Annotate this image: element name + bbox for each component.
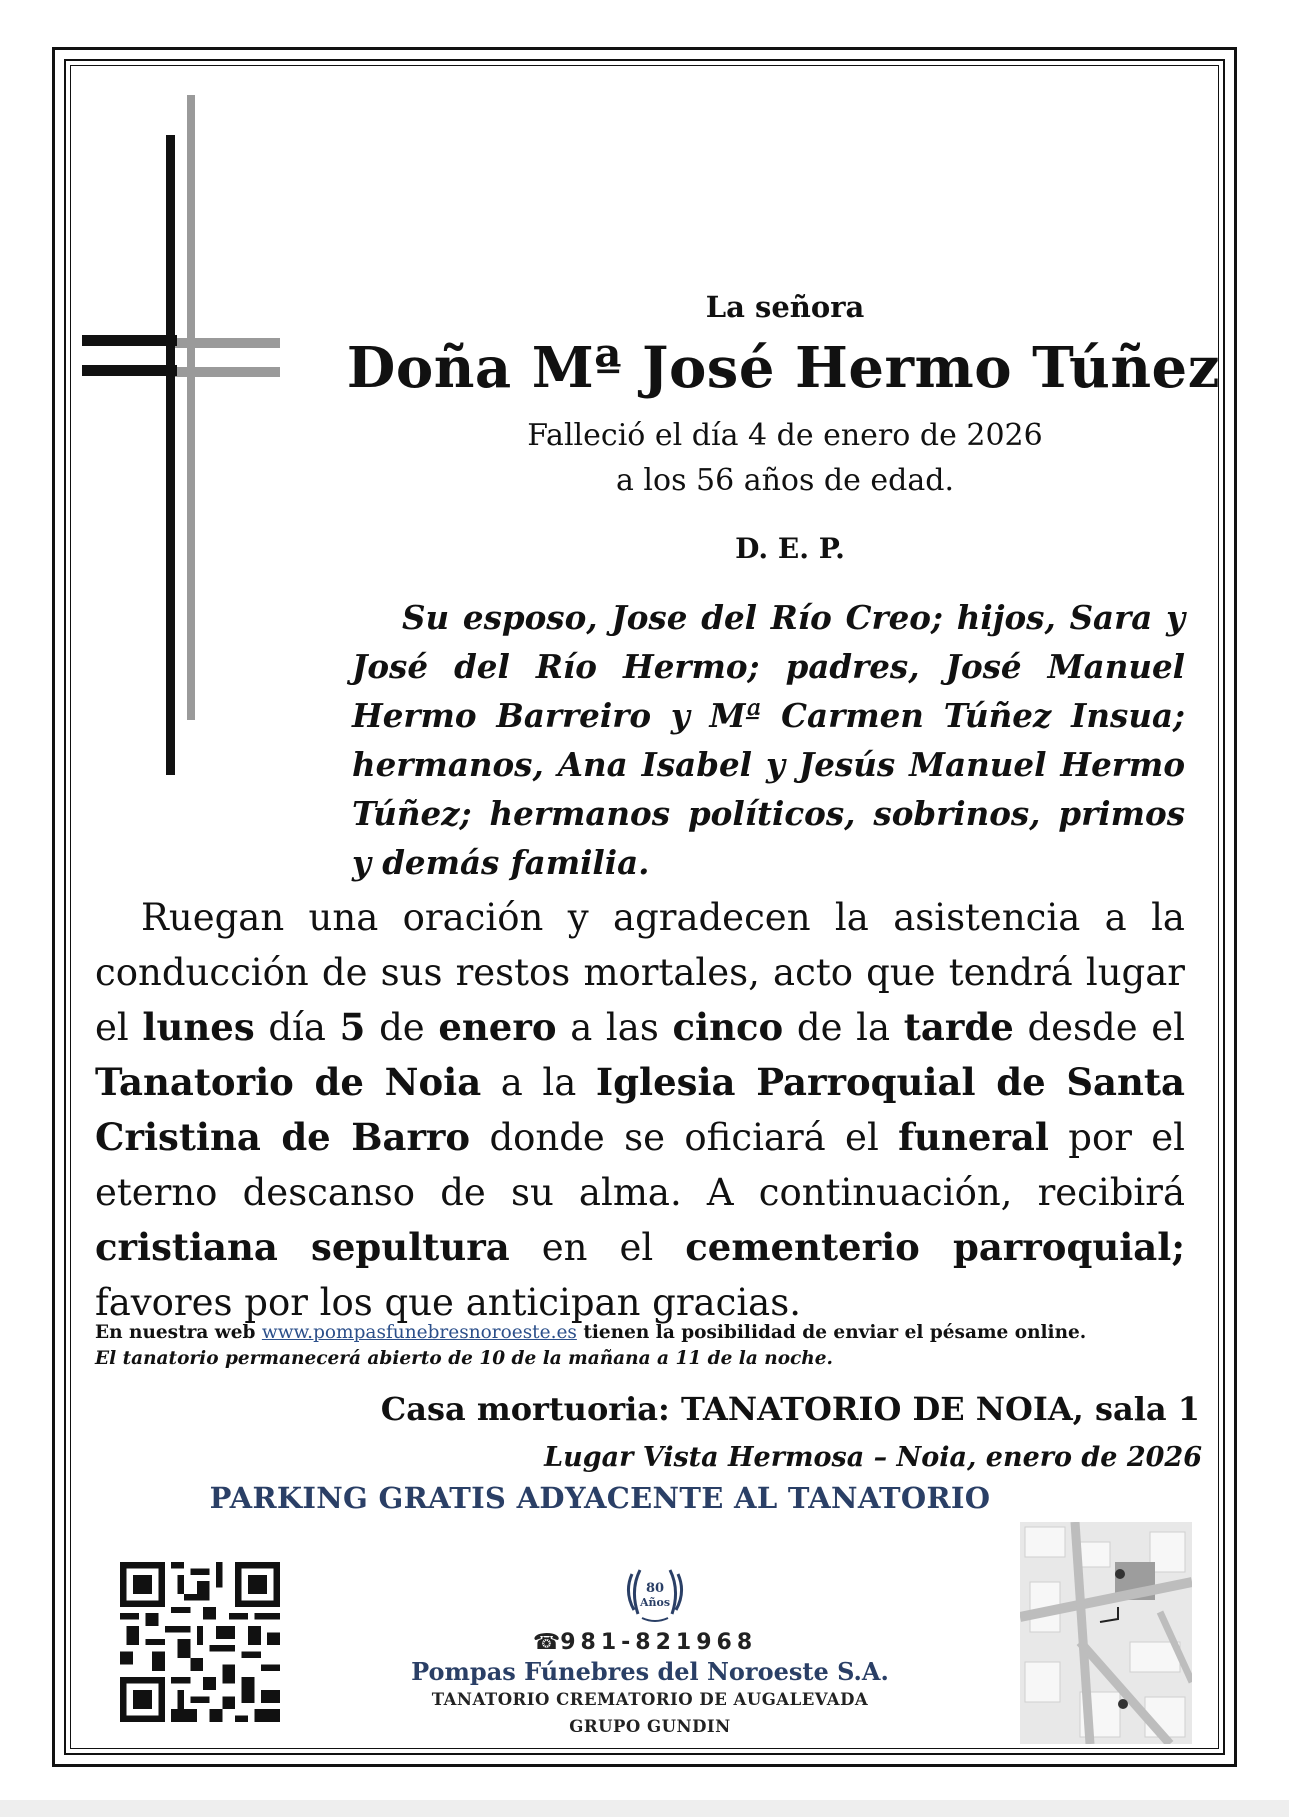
body-bold: 5 <box>339 1005 366 1049</box>
rip-text: D. E. P. <box>735 532 845 565</box>
phone-icon: ☎ <box>532 1630 561 1655</box>
web-suffix: tienen la posibilidad de enviar el pésame online. <box>576 1322 1087 1343</box>
funeral-home: Casa mortuoria: TANATORIO DE NOIA, sala 1 <box>380 1390 1200 1428</box>
body-text: desde el <box>1013 1006 1186 1049</box>
body-bold: cinco <box>672 1005 784 1049</box>
crematorium-name: TANATORIO CREMATORIO DE AUGALEVADA <box>431 1690 869 1709</box>
body-bold: cristiana sepultura <box>95 1225 510 1269</box>
body-bold: enero <box>438 1005 557 1049</box>
death-date: Falleció el día 4 de enero de 2026 <box>527 418 1043 453</box>
body-bold: Iglesia Parroquial de Santa Cristina de Barro <box>95 1060 1185 1159</box>
body-bold: tarde <box>903 1005 1014 1049</box>
group-name: GRUPO GUNDIN <box>569 1717 731 1736</box>
badge-text: Años <box>639 1596 671 1609</box>
body-bold: Tanatorio de Noia <box>95 1060 482 1104</box>
body-text: día <box>254 1006 340 1049</box>
body-text: de la <box>783 1006 904 1049</box>
body-text: de <box>365 1006 439 1049</box>
family-paragraph: Su esposo, Jose del Río Creo; hijos, Sara y José del Río Hermo; padres, José Manuel Hermo Barreiro y Mª Carmen Túñez Insua; hermanos, Ana Isabel y Jesús Manuel Hermo Túñez; hermanos políticos, sobrinos, primos y demás familia. <box>352 598 1185 882</box>
parking-notice: PARKING GRATIS ADYACENTE AL TANATORIO <box>209 1481 991 1515</box>
anniversary-badge-icon <box>620 1562 690 1624</box>
body-bold: lunes <box>142 1005 255 1049</box>
intro-line: La señora <box>705 290 865 324</box>
web-notice <box>95 1322 1205 1343</box>
body-text: donde se oficiará el <box>470 1116 899 1159</box>
age-line: a los 56 años de edad. <box>616 463 954 498</box>
body-bold: cementerio parroquial; <box>685 1225 1185 1269</box>
place-date: Lugar Vista Hermosa – Noia, enero de 2026 <box>544 1442 1202 1473</box>
opening-hours: El tanatorio permanecerá abierto de 10 de la mañana a 11 de la noche. <box>95 1348 833 1369</box>
location-map[interactable] <box>1020 1522 1192 1744</box>
website-link[interactable]: www.pompasfunebresnoroeste.es <box>261 1322 577 1343</box>
badge-number: 80 <box>645 1581 665 1596</box>
company-name: Pompas Fúnebres del Noroeste S.A. <box>411 1657 889 1686</box>
deceased-name: Doña Mª José Hermo Túñez <box>346 335 1220 401</box>
body-bold: funeral <box>898 1115 1049 1159</box>
qr-code[interactable] <box>120 1562 280 1722</box>
body-text: a la <box>481 1061 596 1104</box>
phone-line[interactable] <box>440 1630 850 1655</box>
page-bottom-strip <box>0 1800 1289 1817</box>
body-text: en el <box>509 1226 686 1269</box>
phone-number[interactable]: 981-821968 <box>560 1630 758 1655</box>
body-text: por el eterno descanso de su alma. A continuación, recibirá <box>95 1116 1186 1214</box>
ceremony-paragraph <box>95 890 1185 1330</box>
body-text: a las <box>556 1006 673 1049</box>
body-text: favores por los que anticipan gracias. <box>95 1281 801 1324</box>
web-prefix: En nuestra web <box>95 1322 262 1343</box>
body-text: Ruegan una oración y agradecen la asistencia a la conducción de sus restos mortales, acto que tendrá lugar el <box>95 896 1185 1049</box>
cross-icon <box>80 95 280 785</box>
